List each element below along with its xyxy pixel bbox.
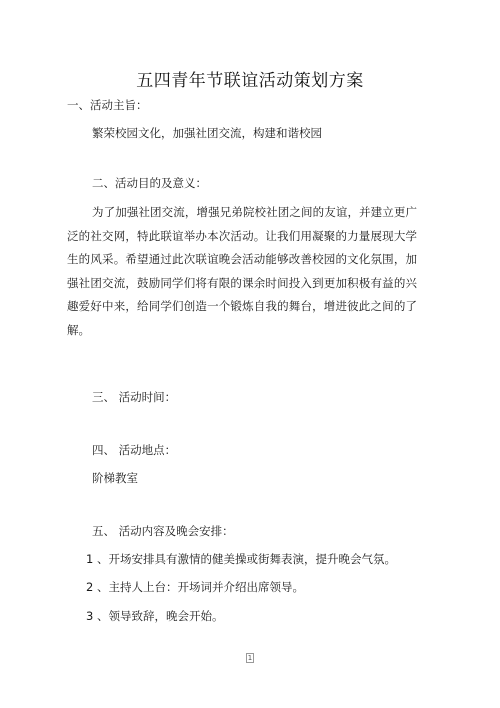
section-1-text: 繁荣校园文化，加强社团交流，构建和谐校园 (92, 126, 322, 140)
section-4-text: 阶梯教室 (92, 471, 138, 485)
document-title: 五四青年节联谊活动策划方案 (136, 71, 364, 91)
section-5-heading: 五、 活动内容及晚会安排： (92, 524, 234, 538)
page-number (0, 653, 500, 663)
section-2-heading: 二、活动目的及意义： (92, 176, 207, 190)
page-number-value: 1 (247, 654, 253, 662)
section-1-heading: 一、活动主旨： (67, 98, 148, 112)
list-item: 3 、领导致辞，晚会开始。 (86, 609, 224, 623)
section-4-heading: 四、 活动地点： (92, 443, 177, 457)
list-item: 1 、开场安排具有激情的健美操或街舞表演，提升晚会气氛。 (86, 552, 396, 566)
section-2-paragraph: 为了加强社团交流，增强兄弟院校社团之间的友谊，并建立更广泛的社交网，特此联谊举办本次活动。让我们用凝聚的力量展现大学生的风采。希望通过此次联谊晚会活动能够改善校园的文化氛围，加强社团交流，鼓励同学们将有限的课余时间投入到更加积极有益的兴趣爱好中来，给同学们创造一个锻炼自我的舞台，增进彼此之间的了解。 (67, 205, 417, 337)
list-item: 2 、主持人上台：开场词并介绍出席领导。 (86, 580, 304, 594)
section-3-heading: 三、 活动时间： (92, 390, 177, 404)
